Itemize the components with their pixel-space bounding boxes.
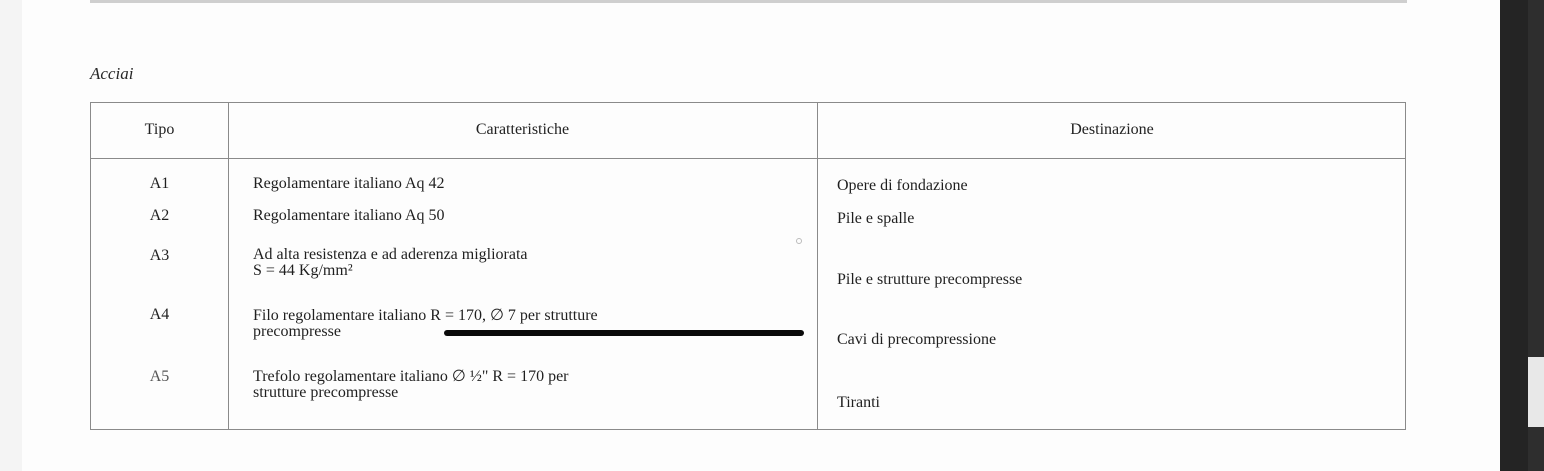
- header-tipo: Tipo: [144, 121, 175, 138]
- highlight-underline: [444, 330, 804, 336]
- row-a4-caratteristiche-line1: Filo regolamentare italiano R = 170, ∅ 7 per strutture: [253, 307, 598, 324]
- row-a1-caratteristiche: Regolamentare italiano Aq 42: [253, 175, 445, 192]
- row-a2-tipo: A2: [149, 207, 170, 224]
- top-divider: [90, 0, 1407, 3]
- header-caratteristiche: Caratteristiche: [475, 121, 570, 138]
- row-a5-tipo: A5: [149, 368, 170, 385]
- row-a3-destinazione: Pile e strutture precompresse: [837, 271, 1023, 288]
- row-a4-tipo: A4: [149, 306, 170, 323]
- scrollbar-thumb[interactable]: [1528, 357, 1544, 427]
- column-divider: [228, 103, 229, 429]
- column-divider: [817, 103, 818, 429]
- row-a1-tipo: A1: [149, 175, 170, 192]
- row-a5-destinazione: Tiranti: [837, 394, 880, 411]
- speck-mark: [796, 238, 802, 244]
- section-caption: Acciai: [90, 64, 134, 83]
- row-a2-destinazione: Pile e spalle: [837, 210, 915, 227]
- vertical-scrollbar[interactable]: [1500, 0, 1544, 471]
- row-a3-caratteristiche-line1: Ad alta resistenza e ad aderenza migliorata: [253, 246, 528, 263]
- row-a2-caratteristiche: Regolamentare italiano Aq 50: [253, 207, 445, 224]
- row-a1-destinazione: Opere di fondazione: [837, 177, 968, 194]
- header-destinazione: Destinazione: [1070, 121, 1154, 138]
- page-edge: [0, 0, 22, 471]
- row-a3-caratteristiche-line2: S = 44 Kg/mm²: [253, 262, 353, 279]
- header-divider: [91, 158, 1405, 159]
- row-a4-destinazione: Cavi di precompressione: [837, 331, 997, 348]
- steel-table: [90, 102, 1406, 430]
- row-a3-tipo: A3: [149, 247, 170, 264]
- row-a5-caratteristiche-line1: Trefolo regolamentare italiano ∅ ½" R = 170 per: [253, 368, 569, 385]
- row-a4-caratteristiche-line2: precompresse: [253, 323, 341, 340]
- row-a5-caratteristiche-line2: strutture precompresse: [253, 384, 399, 401]
